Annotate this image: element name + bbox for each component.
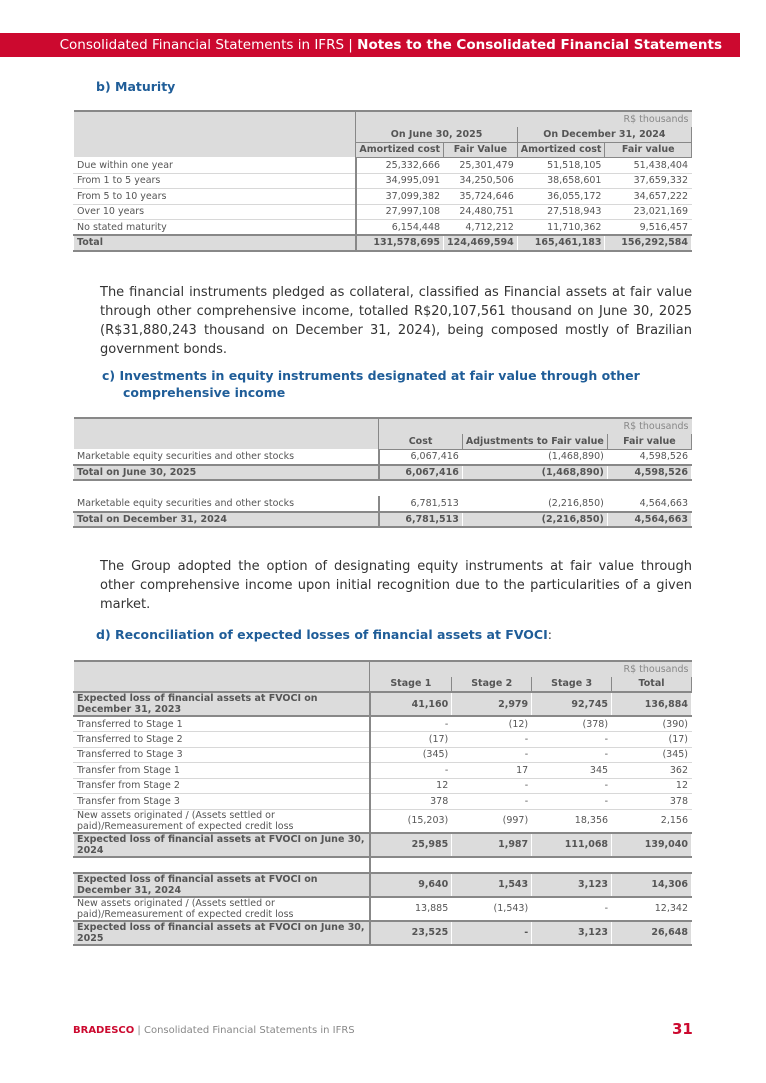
table-row: [74, 496, 692, 512]
table-row: [74, 763, 692, 779]
cell-value: 12,342: [612, 897, 692, 921]
row-label: Total: [74, 235, 356, 251]
table-row: [74, 204, 692, 220]
column-header: Amortized cost: [517, 142, 605, 158]
cell-value: -: [532, 778, 612, 794]
cell-value: -: [532, 747, 612, 763]
footer-text: | Consolidated Financial Statements in IFRS: [134, 1025, 355, 1036]
cell-value: (17): [370, 732, 452, 748]
cell-value: 38,658,601: [517, 173, 605, 189]
cell-value: 111,068: [532, 833, 612, 857]
cell-value: 378: [612, 794, 692, 810]
total-row: [74, 235, 692, 251]
cell-value: 12: [612, 778, 692, 794]
cell-value: [370, 857, 452, 873]
cell-value: 6,154,448: [356, 220, 444, 236]
cell-value: 345: [532, 763, 612, 779]
cell-value: 24,480,751: [444, 204, 518, 220]
cell-value: 36,055,172: [517, 189, 605, 205]
column-header: Adjustments to Fair value: [462, 434, 607, 450]
cell-value: 27,518,943: [517, 204, 605, 220]
cell-value: 14,306: [612, 873, 692, 897]
cell-value: 27,997,108: [356, 204, 444, 220]
maturity-table: [73, 110, 692, 252]
cell-value: 51,438,404: [605, 158, 692, 174]
cell-value: 23,525: [370, 921, 452, 945]
expected-losses-table: [73, 660, 692, 946]
cell-value: 131,578,695: [356, 235, 444, 251]
cell-value: 4,564,663: [607, 496, 691, 512]
cell-value: 2,979: [452, 692, 532, 716]
heading-suffix: :: [547, 627, 552, 642]
cell-value: (345): [612, 747, 692, 763]
section-b-heading: b) Maturity: [96, 79, 176, 94]
spacer-row: [74, 480, 692, 496]
header-doc-title: Consolidated Financial Statements in IFRS |: [59, 37, 353, 53]
row-label: [74, 857, 370, 873]
cell-value: 156,292,584: [605, 235, 692, 251]
table-row: [74, 449, 692, 465]
cell-value: 362: [612, 763, 692, 779]
cell-value: 25,301,479: [444, 158, 518, 174]
cell-value: [452, 857, 532, 873]
cell-value: 4,598,526: [607, 465, 691, 481]
row-label: Total on June 30, 2025: [74, 465, 379, 481]
table-row: [74, 732, 692, 748]
column-header: Fair value: [607, 434, 691, 450]
cell-value: -: [452, 747, 532, 763]
total-row: [74, 512, 692, 528]
row-label: Transfer from Stage 3: [74, 794, 370, 810]
cell-value: 17: [452, 763, 532, 779]
row-label: Expected loss of financial assets at FVOCI on December 31, 2024: [74, 873, 370, 897]
cell-value: 2,156: [612, 809, 692, 833]
cell-value: 41,160: [370, 692, 452, 716]
cell-value: 6,781,513: [379, 512, 463, 528]
cell-value: 25,332,666: [356, 158, 444, 174]
cell-value: 34,250,506: [444, 173, 518, 189]
cell-value: -: [532, 897, 612, 921]
total-row: [74, 921, 692, 945]
total-row: [74, 833, 692, 857]
cell-value: 51,518,105: [517, 158, 605, 174]
cell-value: 124,469,594: [444, 235, 518, 251]
cell-value: 139,040: [612, 833, 692, 857]
table-row: [74, 747, 692, 763]
cell-value: -: [370, 716, 452, 732]
section-d-heading-text: d) Reconciliation of expected losses of financial assets at FVOCI: [96, 627, 548, 642]
row-label: Transfer from Stage 2: [74, 778, 370, 794]
section-d-heading: [96, 626, 552, 643]
cell-value: 18,356: [532, 809, 612, 833]
row-label: Due within one year: [74, 158, 356, 174]
column-header: Total: [612, 677, 692, 693]
cell-value: [532, 857, 612, 873]
collateral-paragraph: The financial instruments pledged as collateral, classified as Financial assets at fair value through other comprehensive income, totalled R$20,107,561 thousand on June 30, 2025 (R$31,880,243 thousand on December 31, 2024), being composed mostly of Brazilian government bonds.: [100, 285, 692, 357]
row-label: Expected loss of financial assets at FVOCI on December 31, 2023: [74, 692, 370, 716]
row-label: From 5 to 10 years: [74, 189, 356, 205]
cell-value: (1,468,890): [462, 465, 607, 481]
cell-value: 6,781,513: [379, 496, 463, 512]
cell-value: (2,216,850): [462, 512, 607, 528]
row-label: New assets originated / (Assets settled or paid)/Remeasurement of expected credit loss: [74, 897, 370, 921]
row-label: No stated maturity: [74, 220, 356, 236]
table-row: [74, 897, 692, 921]
table-row: [74, 220, 692, 236]
row-label: Marketable equity securities and other stocks: [74, 449, 379, 465]
cell-value: (345): [370, 747, 452, 763]
section-c-heading: c) Investments in equity instruments designated at fair value through other comprehensive income: [102, 368, 640, 400]
unit-label: R$ thousands: [356, 111, 692, 127]
brand-logo: BRADESCO: [73, 1025, 135, 1036]
row-label: Expected loss of financial assets at FVOCI on June 30, 2025: [74, 921, 370, 945]
footer: [73, 1025, 355, 1036]
cell-value: -: [532, 732, 612, 748]
table-row: [74, 158, 692, 174]
row-label: From 1 to 5 years: [74, 173, 356, 189]
table-row: [74, 716, 692, 732]
equity-instruments-table: [73, 417, 692, 528]
cell-value: 23,021,169: [605, 204, 692, 220]
column-header: Stage 2: [452, 677, 532, 693]
cell-value: 136,884: [612, 692, 692, 716]
column-header: Stage 1: [370, 677, 452, 693]
cell-value: (378): [532, 716, 612, 732]
unit-label: R$ thousands: [370, 661, 692, 677]
unit-label: R$ thousands: [379, 418, 692, 434]
row-label: Marketable equity securities and other stocks: [74, 496, 379, 512]
column-header: Stage 3: [532, 677, 612, 693]
cell-value: 26,648: [612, 921, 692, 945]
page-header: [0, 33, 740, 57]
cell-value: 4,598,526: [607, 449, 691, 465]
cell-value: -: [370, 763, 452, 779]
cell-value: 6,067,416: [379, 449, 463, 465]
cell-value: -: [452, 732, 532, 748]
row-label: Expected loss of financial assets at FVOCI on June 30, 2024: [74, 833, 370, 857]
cell-value: -: [452, 794, 532, 810]
cell-value: -: [452, 778, 532, 794]
cell-value: 4,564,663: [607, 512, 691, 528]
cell-value: (390): [612, 716, 692, 732]
cell-value: [612, 857, 692, 873]
cell-value: 12: [370, 778, 452, 794]
row-label: Transferred to Stage 3: [74, 747, 370, 763]
cell-value: 37,659,332: [605, 173, 692, 189]
row-label: Transferred to Stage 2: [74, 732, 370, 748]
page-number: 31: [672, 1020, 693, 1038]
cell-value: 9,516,457: [605, 220, 692, 236]
table-row: [74, 809, 692, 833]
row-label: Transferred to Stage 1: [74, 716, 370, 732]
cell-value: 37,099,382: [356, 189, 444, 205]
cell-value: 4,712,212: [444, 220, 518, 236]
cell-value: 92,745: [532, 692, 612, 716]
table-row: [74, 173, 692, 189]
cell-value: (2,216,850): [462, 496, 607, 512]
table-row: [74, 189, 692, 205]
header-section-title: Notes to the Consolidated Financial Statements: [357, 37, 722, 53]
table-row: [74, 778, 692, 794]
row-label: Transfer from Stage 1: [74, 763, 370, 779]
cell-value: 11,710,362: [517, 220, 605, 236]
cell-value: (15,203): [370, 809, 452, 833]
cell-value: 13,885: [370, 897, 452, 921]
cell-value: 3,123: [532, 873, 612, 897]
cell-value: 34,995,091: [356, 173, 444, 189]
cell-value: (1,468,890): [462, 449, 607, 465]
period-header: On June 30, 2025: [356, 127, 517, 143]
table-row: [74, 794, 692, 810]
row-label: Over 10 years: [74, 204, 356, 220]
cell-value: 9,640: [370, 873, 452, 897]
cell-value: 35,724,646: [444, 189, 518, 205]
column-header: Fair value: [605, 142, 692, 158]
cell-value: 1,543: [452, 873, 532, 897]
row-label: New assets originated / (Assets settled or paid)/Remeasurement of expected credit loss: [74, 809, 370, 833]
column-header: Cost: [379, 434, 463, 450]
cell-value: -: [532, 794, 612, 810]
cell-value: 6,067,416: [379, 465, 463, 481]
cell-value: 3,123: [532, 921, 612, 945]
cell-value: (12): [452, 716, 532, 732]
cell-value: -: [452, 921, 532, 945]
designation-paragraph: The Group adopted the option of designating equity instruments at fair value through other comprehensive income upon initial recognition due to the particularities of a given market.: [100, 559, 692, 612]
total-row: [74, 465, 692, 481]
table-row: [74, 857, 692, 873]
cell-value: 25,985: [370, 833, 452, 857]
row-label: Total on December 31, 2024: [74, 512, 379, 528]
column-header: Amortized cost: [356, 142, 444, 158]
total-row: [74, 873, 692, 897]
total-row: [74, 692, 692, 716]
cell-value: 34,657,222: [605, 189, 692, 205]
cell-value: 165,461,183: [517, 235, 605, 251]
column-header: Fair Value: [444, 142, 518, 158]
period-header: On December 31, 2024: [517, 127, 691, 143]
cell-value: (1,543): [452, 897, 532, 921]
cell-value: (997): [452, 809, 532, 833]
cell-value: 378: [370, 794, 452, 810]
cell-value: 1,987: [452, 833, 532, 857]
cell-value: (17): [612, 732, 692, 748]
